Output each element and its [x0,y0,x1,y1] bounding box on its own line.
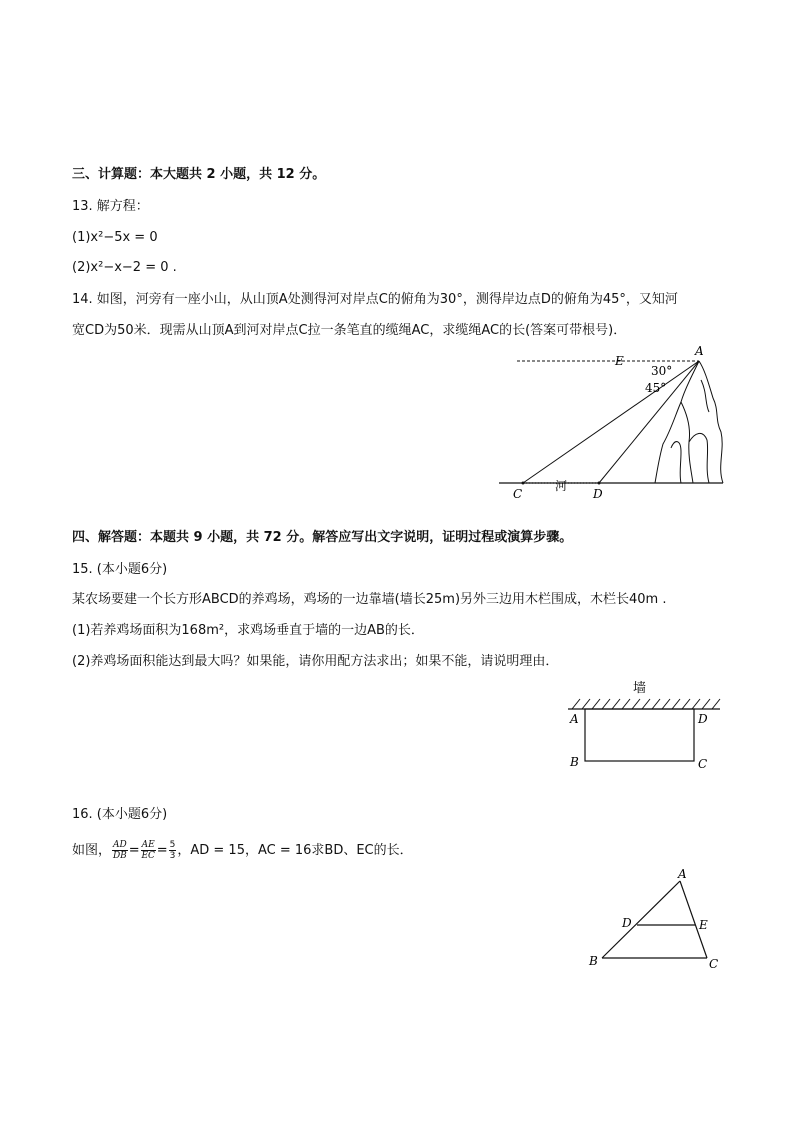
q16-frac1-numerator: AD [113,840,127,850]
q15-label-wall: 墙 [633,681,647,696]
q14-label-D: D [593,487,603,501]
q16-prefix: 如图， [72,843,112,858]
section4-heading: 四、解答题：本题共 9 小题，共 72 分。解答应写出文字说明，证明过程或演算步骤。 [72,530,573,545]
q16-fraction-5-3 [169,840,177,861]
q13-part1: (1)x²−5x = 0 [72,230,158,245]
q16-title: 16. (本小题6分) [72,807,168,822]
q15-part1: (1)若养鸡场面积为168m²，求鸡场垂直于墙的一边AB的长． [72,623,424,638]
q14-text-line1: 14. 如图，河旁有一座小山，从山顶A处测得河对岸点C的俯角为30°，测得岸边点D的俯角为45°，又知河 [72,292,678,307]
q14-point-C [522,482,525,485]
q14-point-D [598,482,601,485]
q14-label-C: C [513,487,523,501]
q15-label-D: D [698,712,708,726]
q16-label-A: A [678,867,687,881]
q14-label-45: 45° [645,381,667,395]
q16-label-E: E [699,918,708,932]
q16-fraction-AE-EC [141,840,156,861]
q15-part2: (2)养鸡场面积能达到最大吗？如果能，请你用配方法求出；如果不能，请说明理由． [72,654,559,669]
q14-label-A: A [695,344,704,358]
q16-frac1-denominator: DB [112,851,127,861]
q14-label-river: 河 [555,479,568,493]
q16-rest: ，AD = 15，AC = 16求BD、EC的长． [177,843,413,858]
q16-side-AB [602,881,680,958]
q13-part2: (2)x²−x−2 = 0 . [72,260,177,275]
q13-title: 13. 解方程： [72,199,149,214]
q14-text-line2: 宽CD为50米．现需从山顶A到河对岸点C拉一条笔直的缆绳AC，求缆绳AC的长(答案可带根号)． [72,323,627,338]
q15-text: 某农场要建一个长方形ABCD的养鸡场，鸡场的一边靠墙(墙长25m)另外三边用木栏围成，木栏长40m . [72,592,667,607]
q16-label-C: C [709,957,719,971]
q14-figure-mountain [495,340,730,505]
q14-label-E: E [615,354,624,368]
q14-line-AD [599,361,699,483]
q16-frac3-denominator: 3 [169,851,176,861]
q16-frac2-denominator: EC [141,851,155,861]
q16-fraction-AD-DB [112,840,128,861]
q15-title: 15. (本小题6分) [72,562,168,577]
q16-text: 如图， $\frac{AD}{DB}$ = $\frac{AE}{EC}$ = $\frac{5}{3}$ ，AD = 15，AC = 16求BD、EC的长． [72,840,413,861]
q16-frac2-numerator: AE [141,840,155,850]
q16-frac3-numerator: 5 [169,840,176,850]
q15-rect-ABCD [585,709,694,761]
q15-label-A: A [570,712,579,726]
q14-mountain-shape [655,361,723,483]
q16-label-D: D [622,916,632,930]
q15-wall-hatching [572,699,720,709]
section3-heading: 三、计算题：本大题共 2 小题，共 12 分。 [72,167,326,182]
q15-figure-coop [560,676,730,776]
q15-label-B: B [570,755,579,769]
q16-figure-triangle [585,865,725,975]
q15-label-C: C [698,757,708,771]
q16-label-B: B [589,954,598,968]
q14-label-30: 30° [651,364,673,378]
